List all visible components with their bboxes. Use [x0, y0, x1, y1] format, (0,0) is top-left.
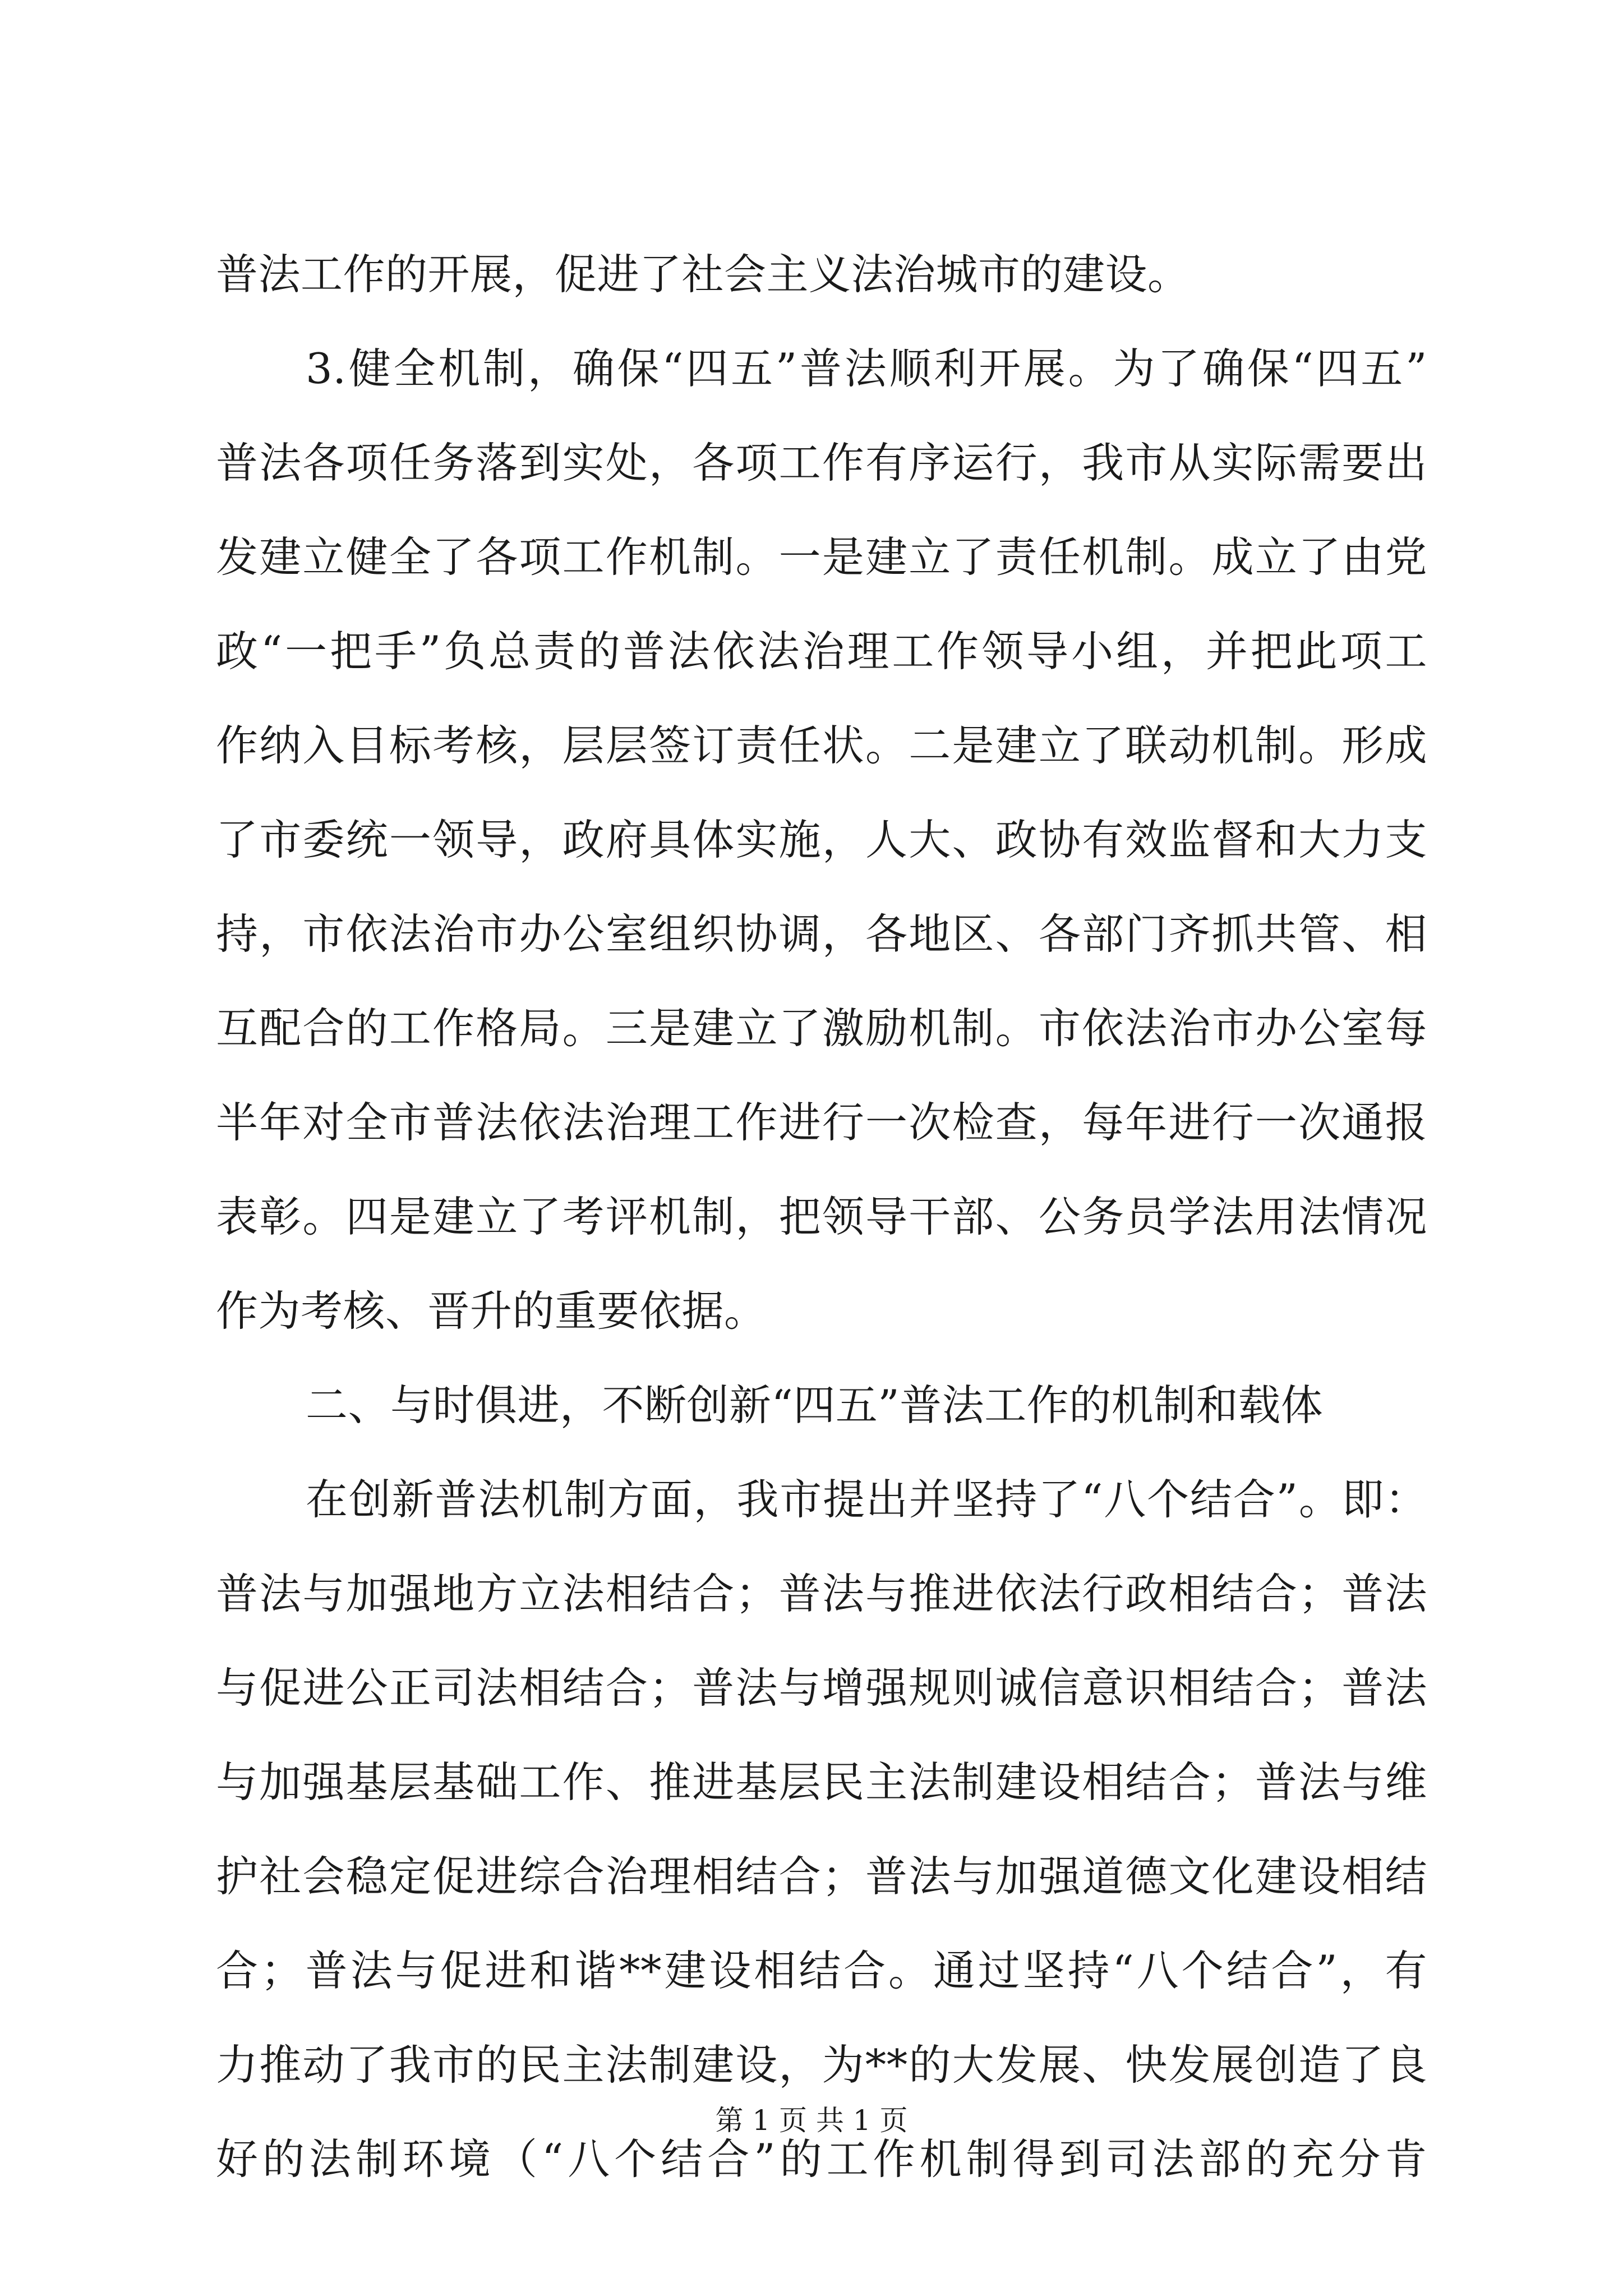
text-line: 合；普法与促进和谐**建设相结合。通过坚持“八个结合”，有	[216, 1946, 1427, 1995]
text-line: 持，市依法治市办公室组织协调，各地区、各部门齐抓共管、相	[216, 909, 1427, 959]
text-line: 互配合的工作格局。三是建立了激励机制。市依法治市办公室每	[216, 1004, 1427, 1053]
text-line: 普法工作的开展，促进了社会主义法治城市的建设。	[216, 250, 1190, 299]
text-line: 作纳入目标考核，层层签订责任状。二是建立了联动机制。形成	[216, 721, 1427, 770]
text-line: 政“一把手”负总责的普法依法治理工作领导小组，并把此项工	[216, 627, 1427, 676]
text-line: 普法各项任务落到实处，各项工作有序运行，我市从实际需要出	[216, 438, 1427, 487]
text-line: 与促进公正司法相结合；普法与增强规则诚信意识相结合；普法	[216, 1663, 1427, 1713]
text-line: 护社会稳定促进综合治理相结合；普法与加强道德文化建设相结	[216, 1852, 1427, 1901]
text-line: 发建立健全了各项工作机制。一是建立了责任机制。成立了由党	[216, 532, 1427, 582]
text-line: 在创新普法机制方面，我市提出并坚持了“八个结合”。即：	[306, 1475, 1427, 1524]
text-line: 表彰。四是建立了考评机制，把领导干部、公务员学法用法情况	[216, 1192, 1427, 1241]
text-line: 与加强基层基础工作、推进基层民主法制建设相结合；普法与维	[216, 1757, 1427, 1807]
text-line: 好的法制环境（“八个结合”的工作机制得到司法部的充分肯	[216, 2134, 1427, 2184]
page-number-footer: 第 1 页 共 1 页	[715, 2104, 908, 2137]
section-heading: 二、与时俱进，不断创新“四五”普法工作的机制和载体	[306, 1381, 1324, 1430]
text-line: 3.健全机制，确保“四五”普法顺利开展。为了确保“四五”	[306, 344, 1427, 393]
text-line: 力推动了我市的民主法制建设，为**的大发展、快发展创造了良	[216, 2040, 1427, 2090]
text-line: 半年对全市普法依法治理工作进行一次检查，每年进行一次通报	[216, 1098, 1427, 1147]
text-line: 作为考核、晋升的重要依据。	[216, 1286, 767, 1336]
document-body	[216, 227, 1427, 2206]
text-line: 了市委统一领导，政府具体实施，人大、政协有效监督和大力支	[216, 815, 1427, 864]
text-line: 普法与加强地方立法相结合；普法与推进依法行政相结合；普法	[216, 1569, 1427, 1618]
